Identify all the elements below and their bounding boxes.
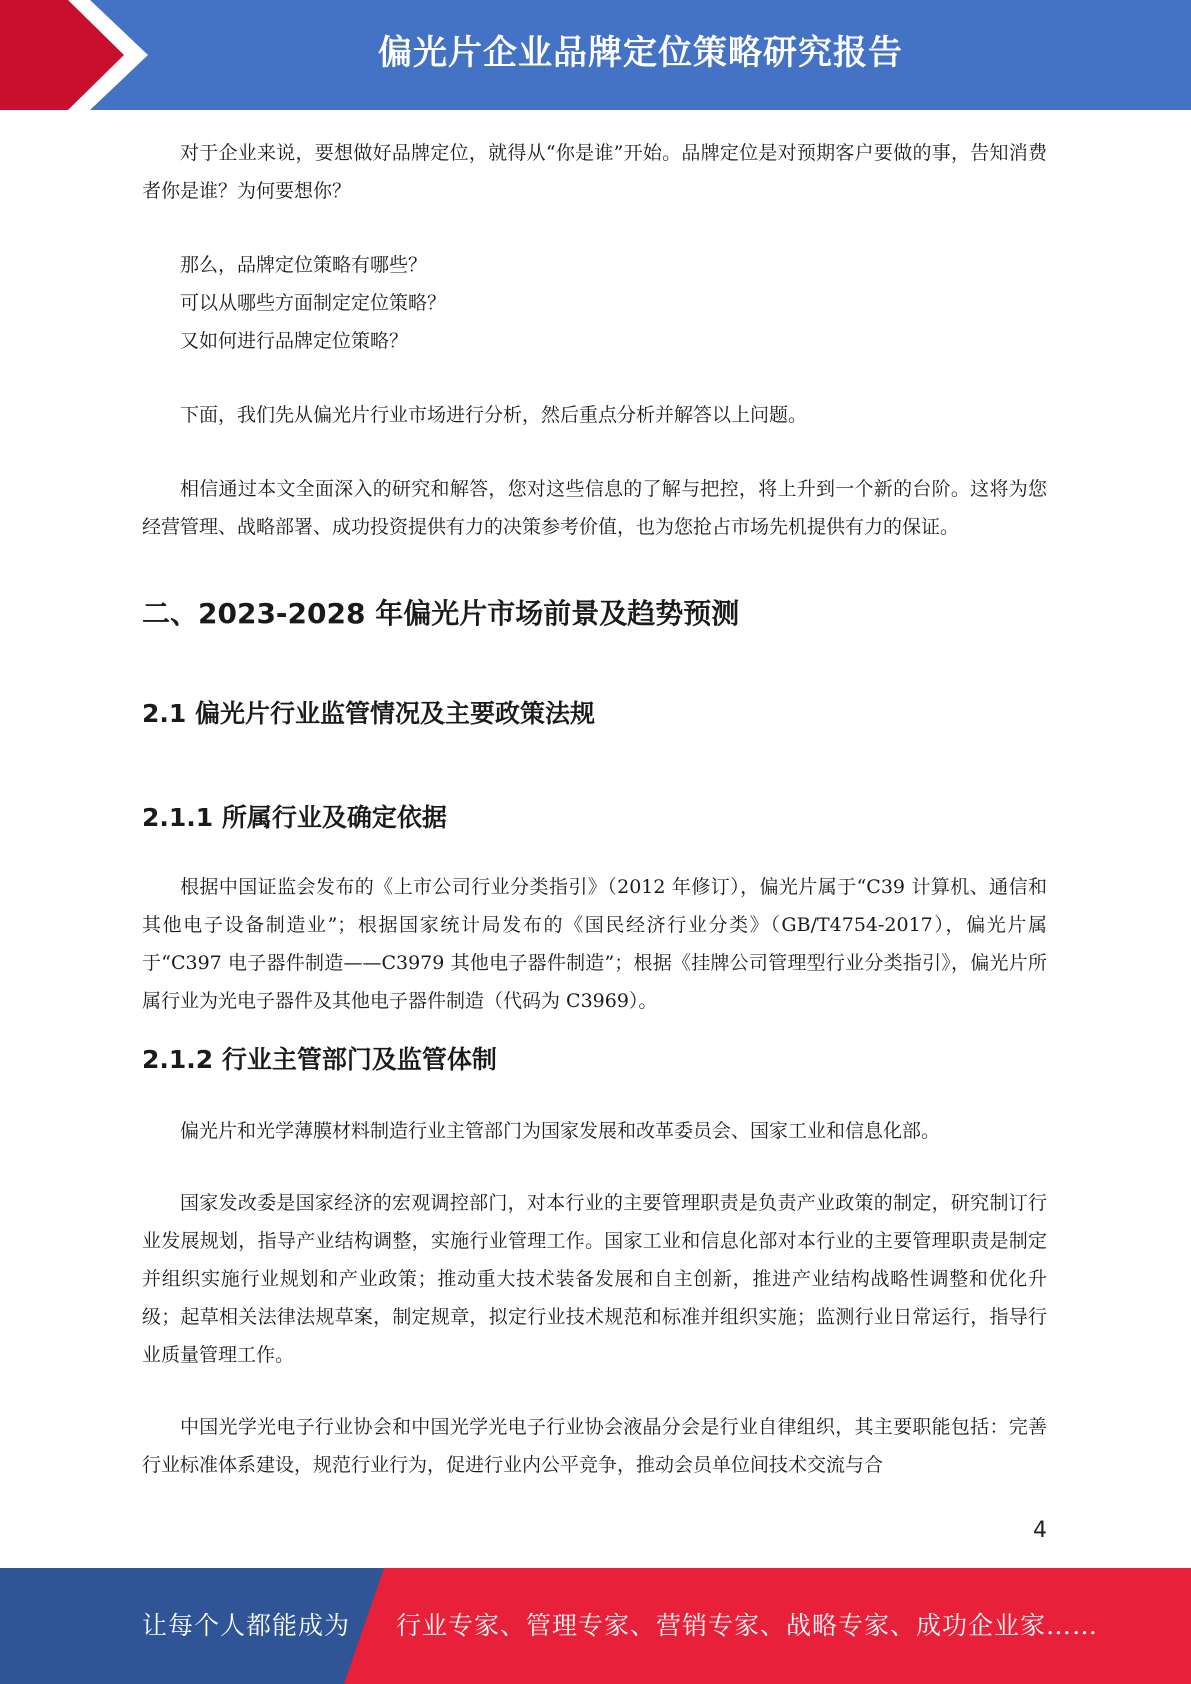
section-2-1-2-paragraph-3: 中国光学光电子行业协会和中国光学光电子行业协会液晶分会是行业自律组织，其主要职能包括：完善行业标准体系建设，规范行业行为，促进行业内公平竞争，推动会员单位间技术交流与合 bbox=[142, 1416, 1047, 1476]
intro-paragraph-3: 相信通过本文全面深入的研究和解答，您对这些信息的了解与把控，将上升到一个新的台阶。这将为您经营管理、战略部署、成功投资提供有力的决策参考价值，也为您抢占市场先机提供有力的保证。 bbox=[142, 478, 1047, 538]
section-heading-2-1: 2.1 偏光片行业监管情况及主要政策法规 bbox=[142, 699, 595, 728]
page-content bbox=[142, 134, 1047, 1484]
intro-paragraph-2: 下面，我们先从偏光片行业市场进行分析，然后重点分析并解答以上问题。 bbox=[180, 404, 808, 426]
intro-question-2: 可以从哪些方面制定定位策略？ bbox=[180, 292, 447, 314]
header-banner bbox=[0, 0, 1191, 110]
page-number: 4 bbox=[1033, 1518, 1047, 1543]
section-2-1-1-paragraph: 根据中国证监会发布的《上市公司行业分类指引》（2012 年修订），偏光片属于“C39 计算机、通信和其他电子设备制造业”；根据国家统计局发布的《国民经济行业分类》（GB/T4754-2017），偏光片属于“C397 电子器件制造——C3979 其他电子器件制造”；根据《挂牌公司管理型行业分类指引》，偏光片所属行业为光电子器件及其他电子器件制造（代码为 C3969）。 bbox=[142, 876, 1047, 1012]
header-arrow-decoration bbox=[0, 0, 150, 110]
footer-slogan-left: 让每个人都能成为 bbox=[142, 1611, 351, 1640]
intro-question-1: 那么，品牌定位策略有哪些？ bbox=[180, 254, 428, 276]
chapter-heading: 二、2023-2028 年偏光片市场前景及趋势预测 bbox=[142, 597, 740, 630]
intro-paragraph-1: 对于企业来说，要想做好品牌定位，就得从“你是谁”开始。品牌定位是对预期客户要做的事，告知消费者你是谁？为何要想你？ bbox=[142, 142, 1047, 202]
intro-question-3: 又如何进行品牌定位策略？ bbox=[180, 330, 409, 352]
report-title: 偏光片企业品牌定位策略研究报告 bbox=[378, 33, 903, 73]
section-2-1-2-paragraph-1: 偏光片和光学薄膜材料制造行业主管部门为国家发展和改革委员会、国家工业和信息化部。 bbox=[180, 1120, 941, 1142]
footer-slogan-right: 行业专家、管理专家、营销专家、战略专家、成功企业家…… bbox=[396, 1611, 1099, 1640]
section-heading-2-1-2: 2.1.2 行业主管部门及监管体制 bbox=[142, 1045, 497, 1074]
section-2-1-2-paragraph-2: 国家发改委是国家经济的宏观调控部门，对本行业的主要管理职责是负责产业政策的制定，研究制订行业发展规划，指导产业结构调整，实施行业管理工作。国家工业和信息化部对本行业的主要管理职责是制定并组织实施行业规划和产业政策；推动重大技术装备发展和自主创新，推进产业结构战略性调整和优化升级；起草相关法律法规草案，制定规章，拟定行业技术规范和标准并组织实施；监测行业日常运行，指导行业质量管理工作。 bbox=[142, 1192, 1047, 1366]
footer-banner bbox=[0, 1568, 1191, 1684]
section-heading-2-1-1: 2.1.1 所属行业及确定依据 bbox=[142, 803, 447, 832]
